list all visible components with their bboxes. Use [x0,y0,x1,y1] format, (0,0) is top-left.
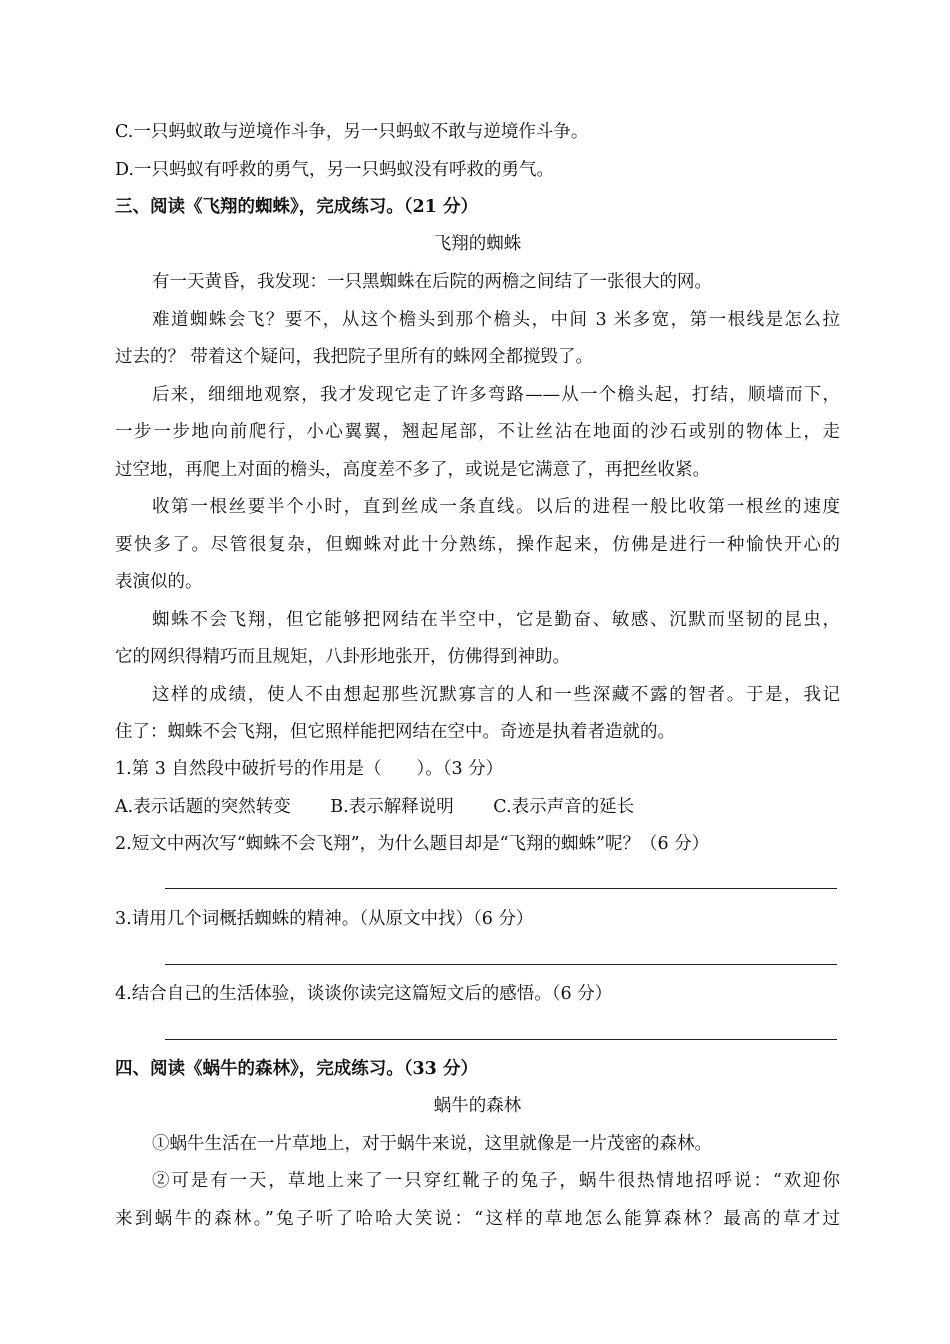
paragraph-3-line-3: 过空地，再爬上对面的檐头，高度差不多了，或说是它满意了，再把丝收紧。 [115,460,710,480]
answer-line-q2[interactable] [165,888,837,889]
paragraph-2-line-1: 难道蜘蛛会飞？要不，从这个檐头到那个檐头，中间 3 米多宽，第一根线是怎么拉 [152,310,840,330]
paragraph-3-line-1: 后来，细细地观察，我才发现它走了许多弯路——从一个檐头起，打结，顺墙而下， [152,385,840,405]
paragraph-2-line-2: 过去的？ 带着这个疑问，我把院子里所有的蛛网全都搅毁了。 [115,347,594,367]
question-1-options [115,795,840,819]
section-4-heading: 四、阅读《蜗牛的森林》，完成练习。（33 分） [115,1059,478,1079]
passage-title-snail: 蜗牛的森林 [433,1096,522,1116]
answer-line-q3[interactable] [165,964,837,965]
paragraph-5-line-1: 蜘蛛不会飞翔，但它能够把网结在半空中，它是勤奋、敏感、沉默而坚韧的昆虫， [152,610,840,630]
paragraph-6-line-1: 这样的成绩，使人不由想起那些沉默寡言的人和一些深藏不露的智者。于是，我记 [152,685,840,705]
option-c[interactable]: C.表示声音的延长 [493,797,635,817]
snail-paragraph-2-line-1: ②可是有一天，草地上来了一只穿红靴子的兔子，蜗牛很热情地招呼说：“欢迎你 [152,1171,840,1191]
passage-title-spider: 飞翔的蜘蛛 [433,234,522,254]
answer-line-q4[interactable] [165,1039,837,1040]
paragraph-4-line-1: 收第一根丝要半个小时，直到丝成一条直线。以后的进程一般比收第一根丝的速度 [152,497,840,517]
snail-paragraph-2-line-2: 来到蜗牛的森林。”兔子听了哈哈大笑说：“这样的草地怎么能算森林？最高的草才过 [115,1209,840,1229]
paragraph-6-line-2: 住了：蜘蛛不会飞翔，但它照样能把网结在空中。奇迹是执着者造就的。 [115,722,675,742]
option-b[interactable]: B.表示解释说明 [330,797,454,817]
paragraph-1: 有一天黄昏，我发现：一只黑蜘蛛在后院的两檐之间结了一张很大的网。 [152,272,712,292]
choice-c: C.一只蚂蚁敢与逆境作斗争，另一只蚂蚁不敢与逆境作斗争。 [115,122,589,142]
snail-paragraph-1: ①蜗牛生活在一片草地上，对于蜗牛来说，这里就像是一片茂密的森林。 [152,1134,712,1154]
paragraph-4-line-2: 要快多了。尽管很复杂，但蜘蛛对此十分熟练，操作起来，仿佛是进行一种愉快开心的 [115,535,840,555]
option-a[interactable]: A.表示话题的突然转变 [115,797,291,817]
choice-d: D.一只蚂蚁有呼救的勇气，另一只蚂蚁没有呼救的勇气。 [115,160,554,180]
question-4: 4.结合自己的生活体验，谈谈你读完这篇短文后的感悟。（6 分） [115,984,613,1004]
question-3: 3.请用几个词概括蜘蛛的精神。（从原文中找）（6 分） [115,909,534,929]
paragraph-5-line-2: 它的网织得精巧而且规矩，八卦形地张开，仿佛得到神助。 [115,647,570,667]
question-2: 2.短文中两次写“蜘蛛不会飞翔”，为什么题目却是“飞翔的蜘蛛”呢？（6 分） [115,834,710,854]
paragraph-4-line-3: 表演似的。 [115,572,203,592]
section-3-heading: 三、阅读《飞翔的蜘蛛》，完成练习。（21 分） [115,197,478,217]
paragraph-3-line-2: 一步一步地向前爬行，小心翼翼，翘起尾部，不让丝沾在地面的沙石或别的物体上，走 [115,422,840,442]
question-1: 1.第 3 自然段中破折号的作用是（ ）。（3 分） [115,759,504,779]
